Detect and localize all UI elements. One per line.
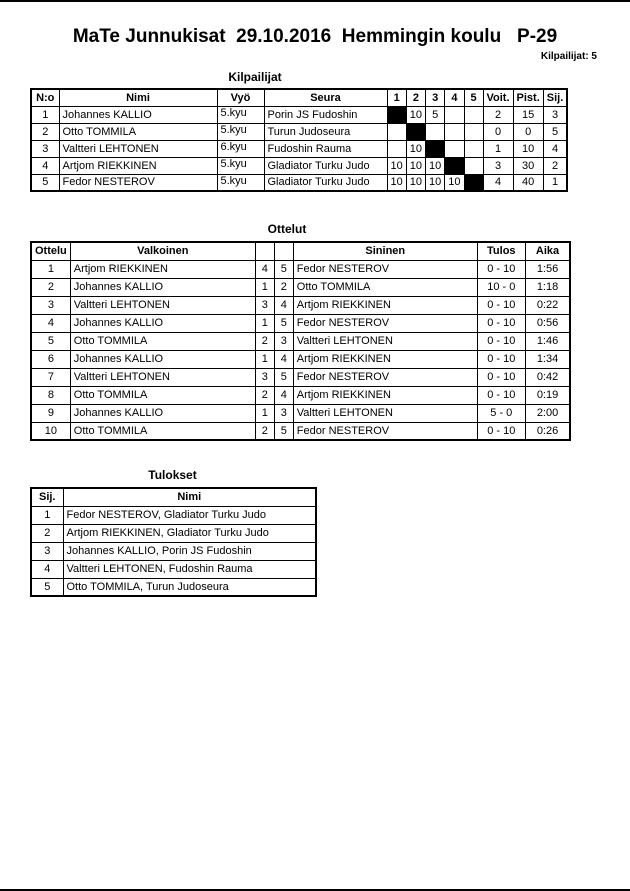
cell-white: Johannes KALLIO — [70, 404, 255, 422]
table-row — [31, 260, 570, 278]
cell-white: Otto TOMMILA — [70, 386, 255, 404]
page-title: MaTe Junnukisat 29.10.2016 Hemmingin koulu P-29 — [72, 26, 558, 47]
cell-blue: Artjom RIEKKINEN — [293, 296, 477, 314]
col-header-r5: 5 — [464, 89, 483, 106]
cell-white-num: 3 — [255, 296, 274, 314]
cell-white: Johannes KALLIO — [70, 314, 255, 332]
cell-name-club: Artjom RIEKKINEN, Gladiator Turku Judo — [63, 524, 316, 542]
cell-white-num: 1 — [255, 404, 274, 422]
cell-round-2: 10 — [406, 140, 425, 157]
table-row — [31, 524, 316, 542]
cell-voit: 3 — [483, 157, 513, 174]
cell-rank: 4 — [31, 560, 63, 578]
cell-round-2: 10 — [406, 157, 425, 174]
cell-blue-num: 2 — [274, 278, 293, 296]
cell-seura: Porin JS Fudoshin — [264, 106, 387, 123]
table-row — [31, 140, 567, 157]
cell-time: 1:34 — [525, 350, 570, 368]
cell-blue-num: 5 — [274, 314, 293, 332]
cell-blue-num: 5 — [274, 368, 293, 386]
cell-result: 0 - 10 — [477, 422, 525, 440]
cell-time: 1:18 — [525, 278, 570, 296]
cell-blue-num: 4 — [274, 350, 293, 368]
table-row — [31, 123, 567, 140]
cell-rank: 5 — [31, 578, 63, 596]
diagonal-cell — [426, 140, 445, 157]
col-header-aika: Aika — [525, 242, 570, 260]
cell-blue-num: 5 — [274, 422, 293, 440]
diagonal-cell — [464, 174, 483, 191]
cell-vyo: 5.kyu — [217, 123, 264, 140]
cell-nimi: Valtteri LEHTONEN — [59, 140, 217, 157]
col-header-r1: 1 — [387, 89, 406, 106]
cell-blue-num: 4 — [274, 386, 293, 404]
cell-nimi: Artjom RIEKKINEN — [59, 157, 217, 174]
cell-no: 1 — [31, 106, 59, 123]
cell-result: 0 - 10 — [477, 260, 525, 278]
cell-seura: Gladiator Turku Judo — [264, 174, 387, 191]
cell-match-no: 1 — [31, 260, 70, 278]
cell-blue: Otto TOMMILA — [293, 278, 477, 296]
cell-match-no: 4 — [31, 314, 70, 332]
col-header-bnum — [274, 242, 293, 260]
cell-match-no: 6 — [31, 350, 70, 368]
cell-round-5 — [464, 140, 483, 157]
cell-sij: 2 — [543, 157, 567, 174]
cell-white-num: 1 — [255, 278, 274, 296]
cell-round-3: 5 — [426, 106, 445, 123]
cell-nimi: Johannes KALLIO — [59, 106, 217, 123]
cell-round-3 — [426, 123, 445, 140]
col-header-r4: 4 — [445, 89, 464, 106]
cell-pist: 0 — [513, 123, 543, 140]
cell-voit: 0 — [483, 123, 513, 140]
cell-time: 2:00 — [525, 404, 570, 422]
cell-round-2: 10 — [406, 106, 425, 123]
cell-time: 0:19 — [525, 386, 570, 404]
cell-voit: 1 — [483, 140, 513, 157]
col-header-seura: Seura — [264, 89, 387, 106]
cell-nimi: Fedor NESTEROV — [59, 174, 217, 191]
col-header-sij: Sij. — [543, 89, 567, 106]
col-header-nimi: Nimi — [63, 488, 316, 506]
cell-round-2: 10 — [406, 174, 425, 191]
table-row — [31, 278, 570, 296]
table-row — [31, 386, 570, 404]
cell-blue: Valtteri LEHTONEN — [293, 404, 477, 422]
cell-white-num: 1 — [255, 314, 274, 332]
cell-match-no: 2 — [31, 278, 70, 296]
cell-sij: 4 — [543, 140, 567, 157]
table-row — [31, 350, 570, 368]
cell-time: 0:42 — [525, 368, 570, 386]
tulokset-header-row — [31, 488, 316, 506]
table-row — [31, 332, 570, 350]
cell-name-club: Johannes KALLIO, Porin JS Fudoshin — [63, 542, 316, 560]
section-heading-ottelut: Ottelut — [267, 222, 307, 236]
table-row — [31, 506, 316, 524]
cell-sij: 5 — [543, 123, 567, 140]
cell-blue-num: 4 — [274, 296, 293, 314]
cell-round-5 — [464, 157, 483, 174]
table-row — [31, 314, 570, 332]
cell-blue: Artjom RIEKKINEN — [293, 386, 477, 404]
cell-seura: Gladiator Turku Judo — [264, 157, 387, 174]
cell-blue-num: 3 — [274, 332, 293, 350]
cell-vyo: 5.kyu — [217, 106, 264, 123]
col-header-ottelu: Ottelu — [31, 242, 70, 260]
section-heading-kilpailijat: Kilpailijat — [228, 70, 282, 84]
tulokset-table — [30, 487, 317, 597]
cell-round-4 — [445, 140, 464, 157]
cell-no: 5 — [31, 174, 59, 191]
cell-nimi: Otto TOMMILA — [59, 123, 217, 140]
ottelut-table — [30, 241, 571, 441]
cell-seura: Fudoshin Rauma — [264, 140, 387, 157]
cell-blue: Artjom RIEKKINEN — [293, 350, 477, 368]
col-header-no: N:o — [31, 89, 59, 106]
cell-seura: Turun Judoseura — [264, 123, 387, 140]
table-row — [31, 368, 570, 386]
col-header-r3: 3 — [426, 89, 445, 106]
cell-pist: 10 — [513, 140, 543, 157]
cell-blue-num: 3 — [274, 404, 293, 422]
cell-match-no: 3 — [31, 296, 70, 314]
cell-round-1: 10 — [387, 157, 406, 174]
cell-white-num: 4 — [255, 260, 274, 278]
cell-match-no: 8 — [31, 386, 70, 404]
table-row — [31, 296, 570, 314]
cell-white-num: 2 — [255, 386, 274, 404]
col-header-wnum — [255, 242, 274, 260]
cell-rank: 1 — [31, 506, 63, 524]
cell-sij: 3 — [543, 106, 567, 123]
table-row — [31, 542, 316, 560]
cell-time: 0:26 — [525, 422, 570, 440]
cell-white: Otto TOMMILA — [70, 332, 255, 350]
cell-result: 0 - 10 — [477, 368, 525, 386]
cell-white: Valtteri LEHTONEN — [70, 368, 255, 386]
cell-time: 1:56 — [525, 260, 570, 278]
cell-vyo: 5.kyu — [217, 157, 264, 174]
kilpailijat-table — [30, 88, 568, 192]
cell-result: 0 - 10 — [477, 314, 525, 332]
cell-voit: 4 — [483, 174, 513, 191]
col-header-sij: Sij. — [31, 488, 63, 506]
cell-round-3: 10 — [426, 157, 445, 174]
cell-no: 3 — [31, 140, 59, 157]
cell-round-1 — [387, 140, 406, 157]
diagonal-cell — [445, 157, 464, 174]
cell-round-4: 10 — [445, 174, 464, 191]
cell-result: 5 - 0 — [477, 404, 525, 422]
cell-round-5 — [464, 123, 483, 140]
cell-time: 0:22 — [525, 296, 570, 314]
competitors-count: Kilpailijat: 5 — [540, 51, 597, 62]
cell-name-club: Fedor NESTEROV, Gladiator Turku Judo — [63, 506, 316, 524]
cell-match-no: 9 — [31, 404, 70, 422]
cell-blue: Fedor NESTEROV — [293, 368, 477, 386]
cell-match-no: 10 — [31, 422, 70, 440]
col-header-sininen: Sininen — [293, 242, 477, 260]
cell-blue: Valtteri LEHTONEN — [293, 332, 477, 350]
cell-rank: 3 — [31, 542, 63, 560]
table-row — [31, 404, 570, 422]
table-row — [31, 157, 567, 174]
cell-match-no: 7 — [31, 368, 70, 386]
col-header-tulos: Tulos — [477, 242, 525, 260]
cell-match-no: 5 — [31, 332, 70, 350]
cell-rank: 2 — [31, 524, 63, 542]
cell-voit: 2 — [483, 106, 513, 123]
col-header-valkoinen: Valkoinen — [70, 242, 255, 260]
cell-pist: 30 — [513, 157, 543, 174]
cell-blue: Fedor NESTEROV — [293, 314, 477, 332]
cell-vyo: 5.kyu — [217, 174, 264, 191]
cell-blue-num: 5 — [274, 260, 293, 278]
cell-blue: Fedor NESTEROV — [293, 260, 477, 278]
cell-white: Artjom RIEKKINEN — [70, 260, 255, 278]
cell-round-1: 10 — [387, 174, 406, 191]
cell-round-4 — [445, 106, 464, 123]
col-header-r2: 2 — [406, 89, 425, 106]
cell-vyo: 6.kyu — [217, 140, 264, 157]
col-header-vyo: Vyö — [217, 89, 264, 106]
col-header-nimi: Nimi — [59, 89, 217, 106]
cell-pist: 15 — [513, 106, 543, 123]
cell-white-num: 3 — [255, 368, 274, 386]
cell-result: 10 - 0 — [477, 278, 525, 296]
cell-time: 0:56 — [525, 314, 570, 332]
cell-white: Johannes KALLIO — [70, 278, 255, 296]
section-heading-tulokset: Tulokset — [148, 468, 197, 482]
cell-white-num: 1 — [255, 350, 274, 368]
cell-round-4 — [445, 123, 464, 140]
cell-pist: 40 — [513, 174, 543, 191]
cell-time: 1:46 — [525, 332, 570, 350]
cell-result: 0 - 10 — [477, 386, 525, 404]
table-row — [31, 422, 570, 440]
cell-no: 2 — [31, 123, 59, 140]
diagonal-cell — [387, 106, 406, 123]
cell-round-5 — [464, 106, 483, 123]
cell-white: Otto TOMMILA — [70, 422, 255, 440]
cell-result: 0 - 10 — [477, 332, 525, 350]
table-row — [31, 578, 316, 596]
col-header-pist: Pist. — [513, 89, 543, 106]
cell-white: Valtteri LEHTONEN — [70, 296, 255, 314]
cell-result: 0 - 10 — [477, 296, 525, 314]
cell-result: 0 - 10 — [477, 350, 525, 368]
cell-white: Johannes KALLIO — [70, 350, 255, 368]
diagonal-cell — [406, 123, 425, 140]
cell-blue: Fedor NESTEROV — [293, 422, 477, 440]
cell-name-club: Otto TOMMILA, Turun Judoseura — [63, 578, 316, 596]
cell-white-num: 2 — [255, 332, 274, 350]
ottelut-header-row — [31, 242, 570, 260]
cell-sij: 1 — [543, 174, 567, 191]
cell-round-1 — [387, 123, 406, 140]
col-header-voit: Voit. — [483, 89, 513, 106]
table-row — [31, 174, 567, 191]
cell-name-club: Valtteri LEHTONEN, Fudoshin Rauma — [63, 560, 316, 578]
table-row — [31, 106, 567, 123]
cell-white-num: 2 — [255, 422, 274, 440]
cell-no: 4 — [31, 157, 59, 174]
table-row — [31, 560, 316, 578]
kilpailijat-header-row — [31, 89, 567, 106]
cell-round-3: 10 — [426, 174, 445, 191]
